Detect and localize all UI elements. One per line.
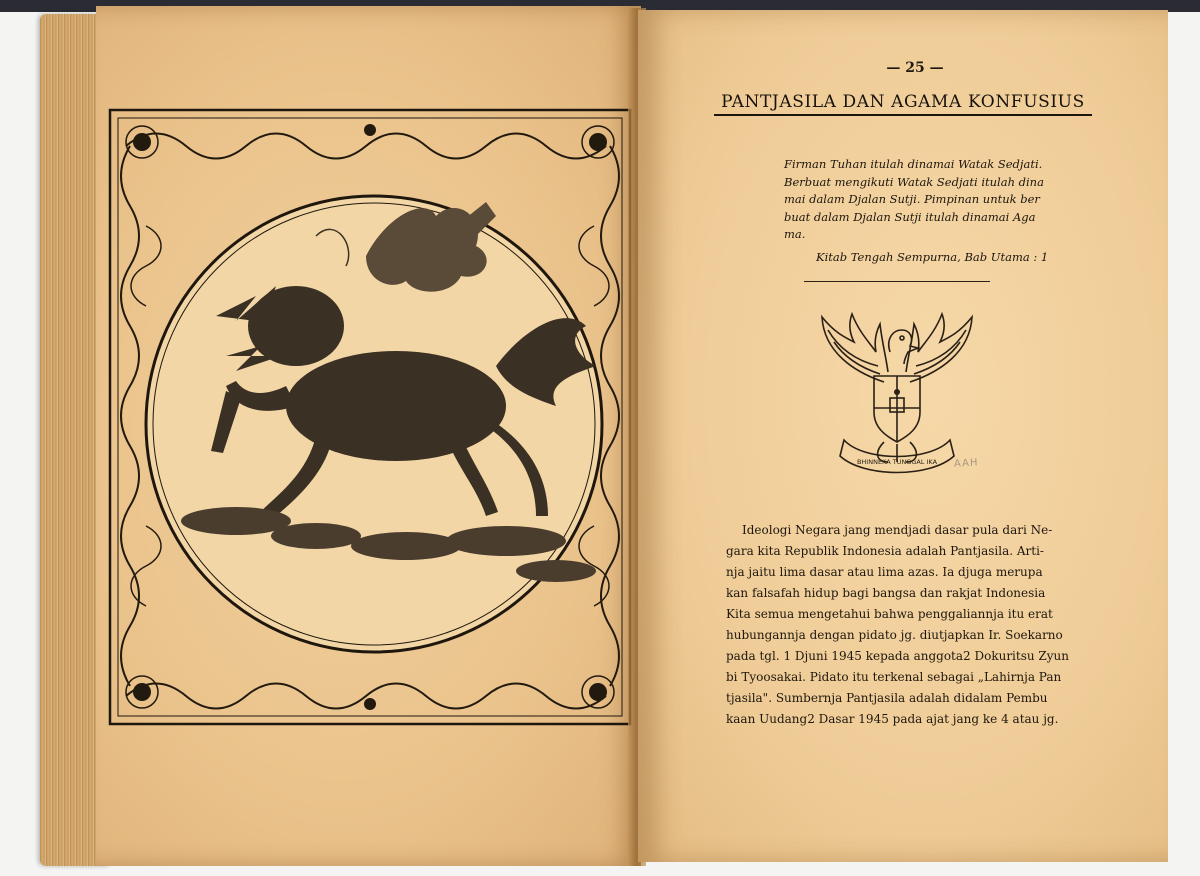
ornamental-frame [106, 106, 634, 728]
page-number: — 25 — [886, 60, 944, 76]
body-line: hubungannja dengan pidato jg. diutjapkan Ir. Soekarno [726, 628, 1063, 642]
body-line: kan falsafah hidup bagi bangsa dan rakjat Indonesia [726, 586, 1046, 600]
chapter-title: PANTJASILA DAN AGAMA KONFUSIUS [714, 92, 1092, 116]
epigraph-citation: Kitab Tengah Sempurna, Bab Utama : 1 [816, 250, 1049, 264]
left-page [96, 6, 641, 866]
epigraph-line: Berbuat mengikuti Watak Sedjati itulah dina [784, 174, 1044, 189]
epigraph [784, 156, 1104, 244]
epigraph-line: buat dalam Djalan Sutji itulah dinamai Aga [784, 209, 1036, 224]
pencil-mark: AAH [953, 457, 979, 470]
emblem-motto: BHINNEKA TUNGGAL IKA [856, 458, 938, 466]
epigraph-line: ma. [784, 227, 806, 241]
body-line: gara kita Republik Indonesia adalah Pantjasila. Arti- [726, 544, 1044, 558]
body-line: kaan Uudang2 Dasar 1945 pada ajat jang ke 4 atau jg. [726, 712, 1059, 726]
body-line: bi Tyoosakai. Pidato itu terkenal sebagai „Lahirnja Pan [726, 670, 1062, 684]
section-divider [804, 281, 990, 282]
body-paragraph [726, 520, 1122, 730]
body-line: Kita semua mengetahui bahwa penggaliannja itu erat [726, 607, 1053, 621]
body-line: pada tgl. 1 Djuni 1945 kepada anggota2 Dokuritsu Zyun [726, 649, 1069, 663]
body-line: nja jaitu lima dasar atau lima azas. Ia djuga merupa [726, 565, 1043, 579]
right-page [638, 10, 1168, 862]
epigraph-line: mai dalam Djalan Sutji. Pimpinan untuk ber [784, 192, 1040, 206]
body-line: Ideologi Negara jang mendjadi dasar pula dari Ne- [742, 523, 1053, 537]
body-line: tjasila". Sumbernja Pantjasila adalah didalam Pembu [726, 691, 1048, 705]
epigraph-line: Firman Tuhan itulah dinamai Watak Sedjati. [784, 157, 1043, 171]
